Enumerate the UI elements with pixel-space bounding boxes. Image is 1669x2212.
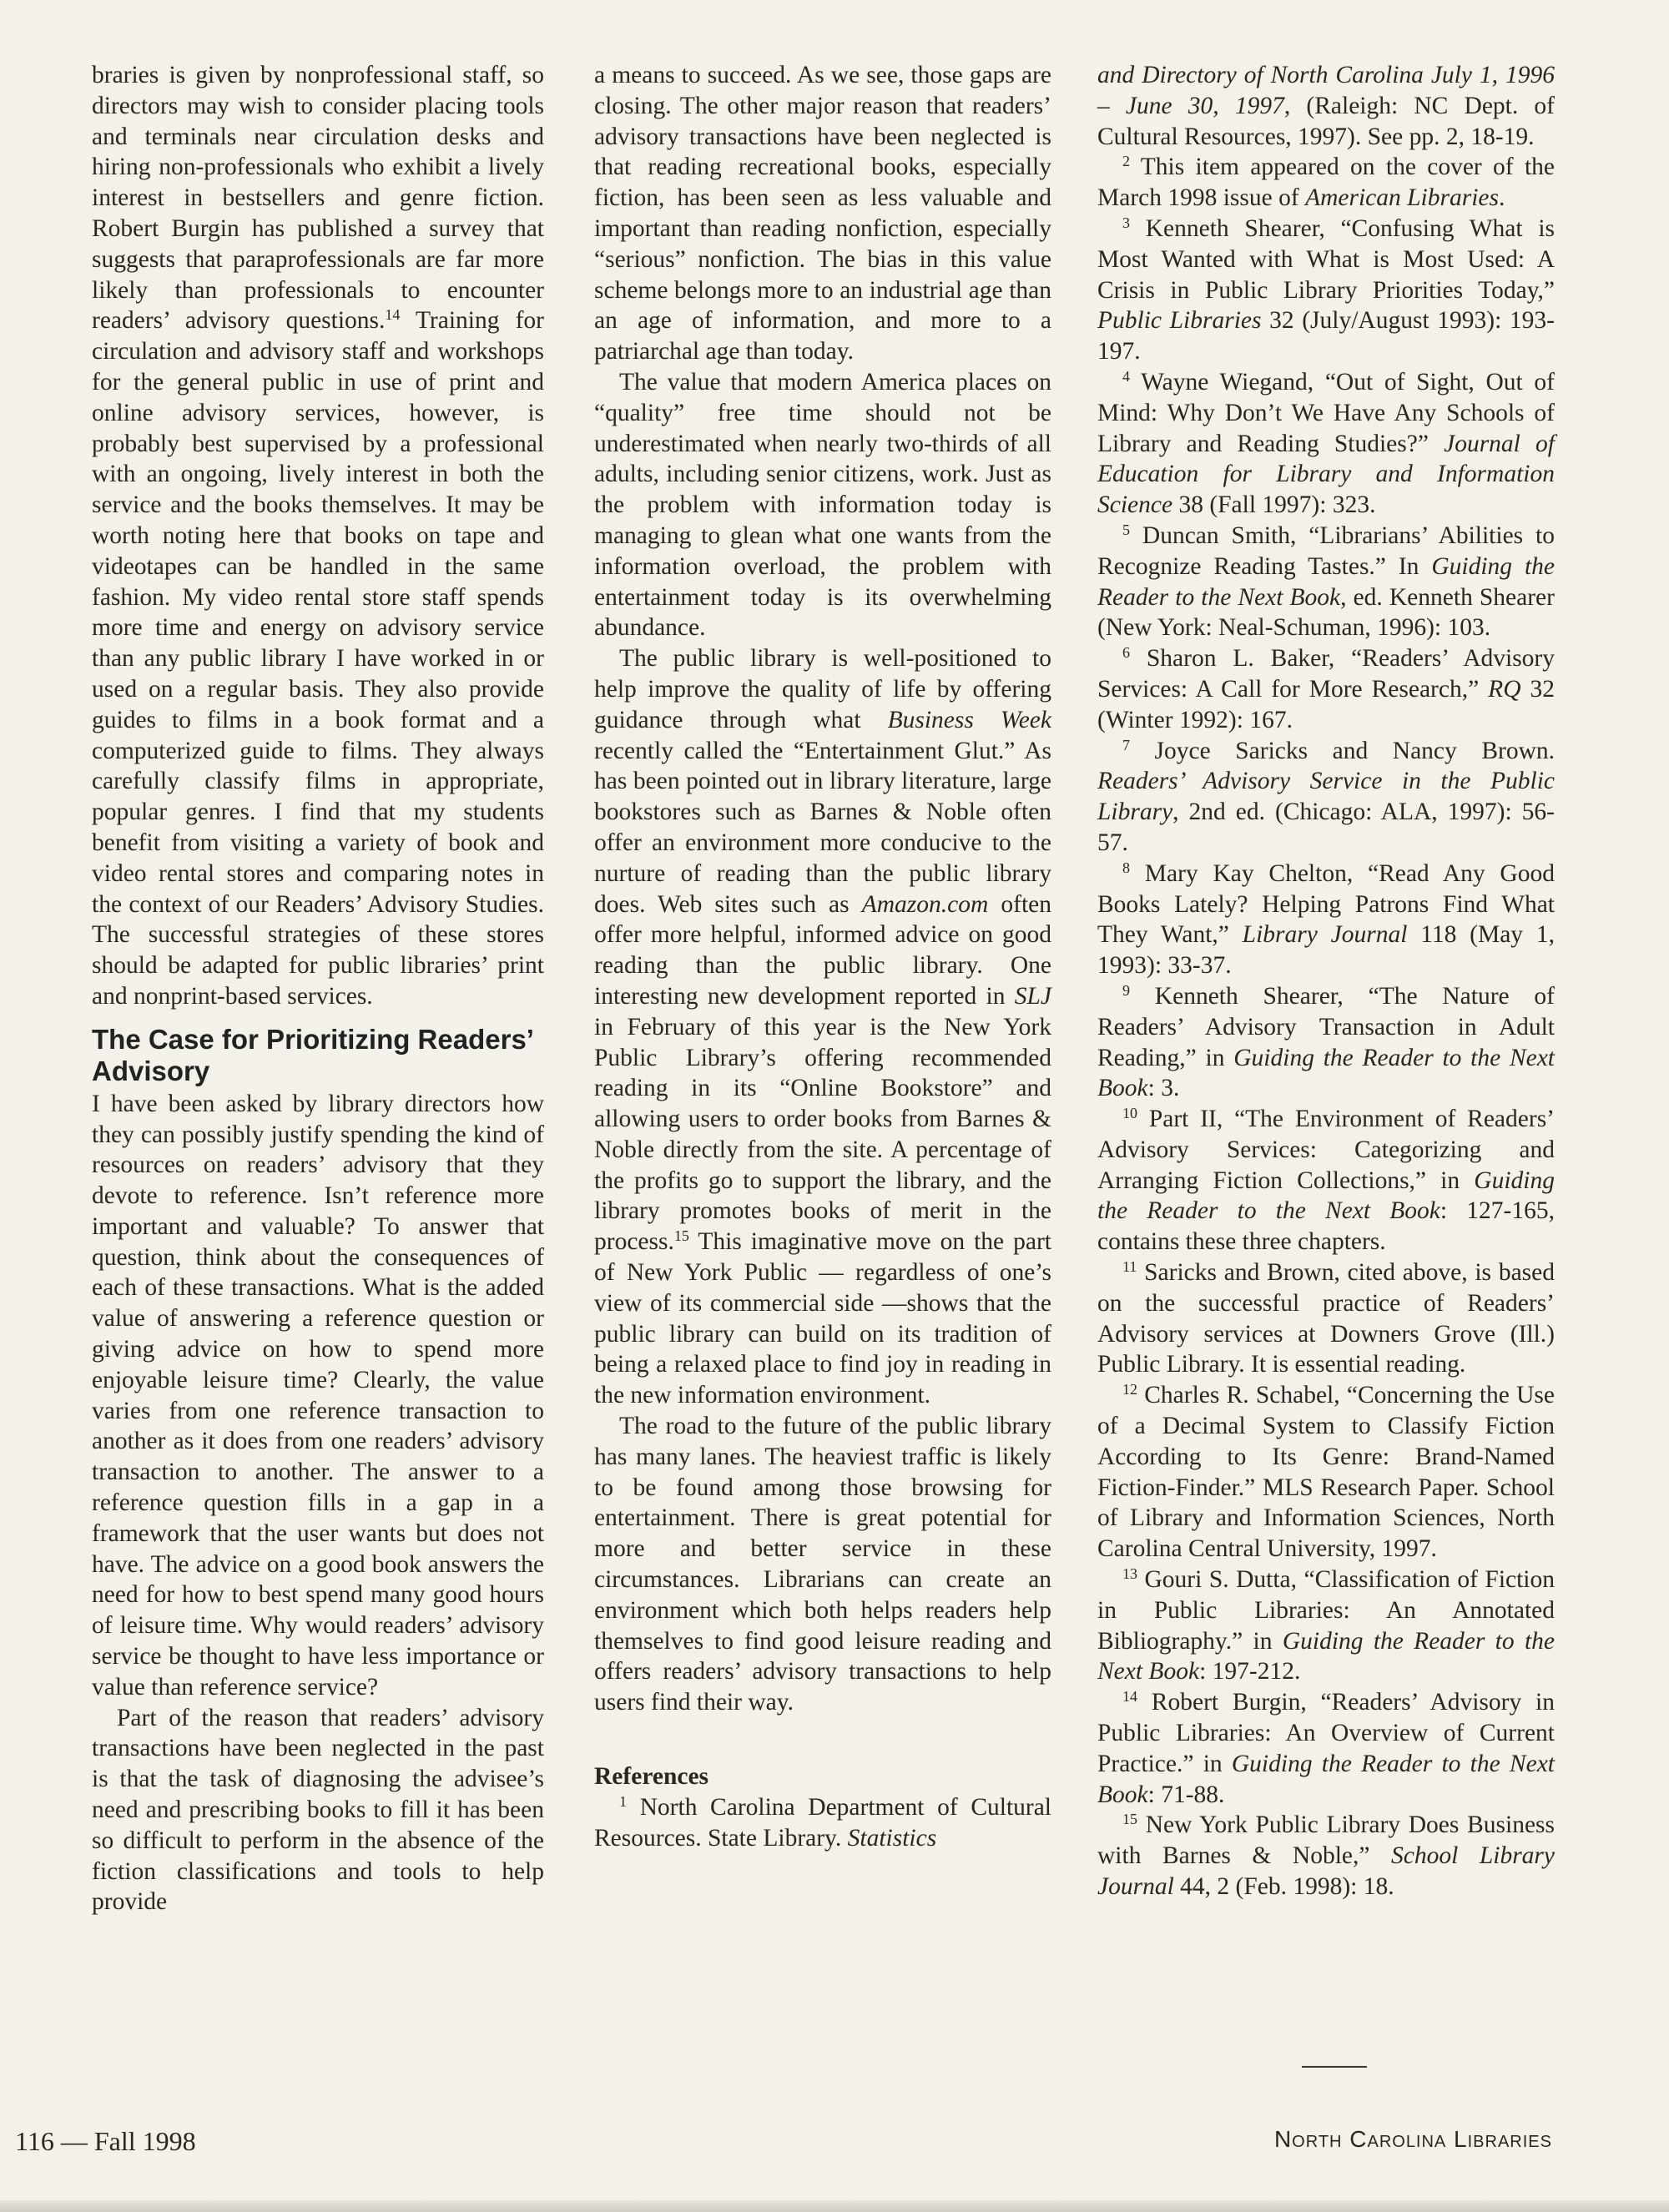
text-run: The value that modern America places on “quality” free time should not be underestimated when nearly two-thirds of all adults, including senior citizens, work. Just as the problem with information today is managing to glean what one wants from the information overload, the problem with entertainment today is its overwhelming abundance.: [594, 368, 1051, 642]
text-run: in February of this year is the New York Public Library’s offering recommended reading in its “Online Bookstore” and allowing users to order books from Barnes & Noble directly from the site. A percentage of the profits go to support the library, and the library promotes books of merit in the process.: [594, 1013, 1051, 1256]
footnote-marker: 15: [1122, 1811, 1137, 1828]
text-run: : 3.: [1147, 1075, 1180, 1102]
text-run: Gouri S. Dutta, “Classification of Fiction in Public Libraries: An Annotated Bibliography.” in: [1097, 1566, 1555, 1655]
footnotes-column: [1097, 60, 1555, 1902]
paragraph: [1097, 60, 1555, 152]
footnote-marker: 3: [1122, 214, 1130, 231]
paragraph: [594, 60, 1051, 367]
footnote: [1097, 1380, 1555, 1565]
italic-title: Business Week: [887, 706, 1051, 733]
page-edge-shadow: [0, 2200, 1669, 2212]
footnote: [594, 1792, 1051, 1854]
footnote-marker: 5: [1122, 521, 1130, 538]
text-run: The road to the future of the public library has many lanes. The heaviest traffic is likely to be found among those browsing for entertainment. There is great potential for more and better service in these circumstances. Librarians can create an environment which both helps readers help themselves to find good leisure reading and offers readers’ advisory transactions to help users find their way.: [594, 1413, 1051, 1716]
paragraph: [92, 60, 544, 1012]
text-run: , ed. Kenneth Shearer (New York: Neal-Schuman, 1996): 103.: [1097, 583, 1555, 642]
footnote: [1097, 367, 1555, 521]
footnote-marker: 14: [385, 306, 401, 324]
text-run: The public library is well-positioned to help improve the quality of life by offering guidance through what: [594, 645, 1051, 733]
text-run: , (Raleigh: NC Dept. of Cultural Resources, 1997). See pp. 2, 18-19.: [1097, 92, 1555, 150]
text-run: Sharon L. Baker, “Readers’ Advisory Services: A Call for More Research,”: [1097, 645, 1555, 703]
footnote-marker: 11: [1122, 1258, 1137, 1276]
italic-title: Readers’ Advisory Service in the Public Library: [1097, 768, 1555, 826]
italic-title: Guiding the Reader to the Next Book: [1097, 552, 1555, 611]
footnote: [1097, 1565, 1555, 1687]
text-run: 32 (July/August 1993): 193-197.: [1097, 307, 1555, 365]
text-run: Training for circulation and advisory staff and workshops for the general public in use of print and online advisory services, however, is probably best supervised by a professional with an ongoing, lively interest in both the service and the books themselves. It may be worth noting here that books on tape and videotapes can be handled in the same fashion. My video rental store staff spends more time and energy on advisory service than any public library I have worked in or used on a regular basis. They also provide guides to films in a book format and a computerized guide to films. They always carefully classify films in appropriate, popular genres. I find that my students benefit from visiting a variety of book and video rental stores and comparing notes in the context of our Readers’ Advisory Studies. The successful strategies of these stores should be adapted for public libraries’ print and nonprint-based services.: [92, 307, 544, 1010]
paragraph: [594, 367, 1051, 643]
footnote-marker: 12: [1122, 1381, 1137, 1398]
footnote-marker: 9: [1122, 981, 1130, 999]
italic-title: and Directory of North Carolina July 1, 1996 – June 30, 1997: [1097, 62, 1555, 119]
italic-title: American Libraries: [1305, 184, 1499, 212]
italic-title: Amazon.com: [861, 890, 989, 918]
text-run: Kenneth Shearer, “The Nature of Readers’ Advisory Transaction in Adult Reading,” in: [1097, 982, 1555, 1071]
text-run: The Case for Prioritizing Readers’ Advisory: [92, 1023, 533, 1086]
text-run: Part II, “The Environment of Readers’ Advisory Services: Categorizing and Arranging Fiction Collections,” in: [1097, 1106, 1555, 1194]
footnote-marker: 10: [1122, 1105, 1137, 1122]
page-number-issue: 116 — Fall 1998: [15, 2126, 196, 2156]
text-run: 38 (Fall 1997): 323.: [1172, 491, 1376, 519]
section-heading: [92, 1024, 544, 1087]
footnote: [1097, 859, 1555, 981]
footnote: [1097, 1687, 1555, 1810]
italic-title: Guiding the Reader to the Next Book: [1097, 1750, 1555, 1808]
footnote: [1097, 521, 1555, 643]
footnote-marker: 15: [673, 1227, 689, 1245]
text-run: Duncan Smith, “Librarians’ Abilities to Recognize Reading Tastes.” In: [1097, 522, 1555, 580]
footnote-marker: 14: [1122, 1688, 1137, 1706]
italic-title: Guiding the Reader to the Next Book: [1097, 1627, 1555, 1685]
footnote: [1097, 643, 1555, 735]
text-run: Wayne Wiegand, “Out of Sight, Out of Mind: Why Don’t We Have Any Schools of Library and Reading Studies?”: [1097, 368, 1555, 457]
text-run: North Carolina Department of Cultural Resources. State Library.: [594, 1793, 1051, 1852]
italic-title: RQ: [1488, 675, 1521, 703]
footnote-marker: 13: [1122, 1565, 1137, 1583]
italic-title: Statistics: [847, 1824, 937, 1852]
text-run: 32 (Winter 1992): 167.: [1097, 675, 1555, 733]
paragraph: [92, 1089, 544, 1703]
footnote: [1097, 1257, 1555, 1380]
footnote: [1097, 1104, 1555, 1257]
text-run: Joyce Saricks and Nancy Brown.: [1130, 737, 1555, 764]
text-run: : 197-212.: [1199, 1658, 1301, 1685]
journal-title-footer: North Carolina Libraries: [1273, 2126, 1552, 2152]
footnote-marker: 1: [619, 1792, 627, 1810]
text-run: I have been asked by library directors how they can possibly justify spending the kind of resources on readers’ advisory that they devote to reference. Isn’t reference more important and valuable? To answer that question, think about the consequences of each of these transactions. What is the added value of answering a reference question or giving advice on how to spend more enjoyable leisure time? Clearly, the value varies from one reference transaction to another as it does from one readers’ advisory transaction to another. The answer to a reference question fills in a gap in a framework that the user wants but does not have. The advice on a good book answers the need for how to best spend many good hours of leisure time. Why would readers’ advisory service be thought to have less importance or value than reference service?: [92, 1090, 544, 1701]
text-run: braries is given by nonprofessional staff, so directors may wish to consider placing tools and terminals near circulation desks and hiring non-professionals who exhibit a lively interest in bestsellers and genre fiction. Robert Burgin has published a survey that suggests that paraprofessionals are far more likely than professionals to encounter readers’ advisory questions.: [92, 62, 544, 335]
references-heading: [594, 1761, 1051, 1792]
footnote: [1097, 214, 1555, 367]
footnote-marker: 4: [1122, 367, 1130, 385]
footnote: [1097, 152, 1555, 214]
italic-title: Guiding the Reader to the Next Book: [1097, 1166, 1555, 1225]
text-run: Charles R. Schabel, “Concerning the Use of a Decimal System to Classify Fiction According to Its Genre: Brand-Named Fiction-Finder.” MLS Research Paper. School of Library and Information Sciences, North Carolina Central University, 1997.: [1097, 1382, 1555, 1563]
text-run: Kenneth Shearer, “Confusing What is Most Wanted with What is Most Used: A Crisis in Public Library Priorities Today,”: [1097, 214, 1555, 304]
text-run: Part of the reason that readers’ advisory transactions have been neglected in the past is that the task of diagnosing the advisee’s need and prescribing books to fill it has been so difficult to perform in the absence of the fiction classifications and tools to help provide: [92, 1704, 544, 1916]
footnote: [1097, 736, 1555, 859]
paragraph: [92, 1703, 544, 1918]
paragraph: [594, 643, 1051, 1411]
italic-title: Public Libraries: [1097, 307, 1262, 335]
text-run: Saricks and Brown, cited above, is based on the successful practice of Readers’ Advisory services at Downers Grove (Ill.) Public Library. It is essential reading.: [1097, 1259, 1555, 1378]
text-run: 44, 2 (Feb. 1998): 18.: [1173, 1873, 1394, 1901]
footnote-marker: 2: [1122, 153, 1130, 170]
end-rule-divider: [1302, 2066, 1367, 2068]
article-column-2: [594, 60, 1051, 1853]
footnote: [1097, 1810, 1555, 1902]
text-run: .: [1498, 184, 1505, 212]
italic-title: School Library Journal: [1097, 1842, 1555, 1901]
text-run: This imaginative move on the part of New York Public — regardless of one’s view of its commercial side —shows that the public library can build on its tradition of being a relaxed place to find joy in reading in the new information environment.: [594, 1228, 1051, 1409]
text-run: New York Public Library Does Business with Barnes & Noble,”: [1097, 1811, 1555, 1870]
footnote: [1097, 981, 1555, 1104]
footnote-marker: 8: [1122, 859, 1130, 876]
paragraph: [594, 1411, 1051, 1718]
article-column-1: [92, 60, 544, 1917]
text-run: : 71-88.: [1147, 1781, 1225, 1808]
italic-title: SLJ: [1014, 982, 1051, 1010]
footnote-marker: 7: [1122, 736, 1130, 753]
text-run: a means to succeed. As we see, those gaps are closing. The other major reason that readers’ advisory transactions have been neglected is that reading recreational books, especially fiction, has been seen as less valuable and important than reading nonfiction, especially “serious” nonfiction. The bias in this value scheme belongs more to an industrial age than an age of information, and more to a patriarchal age than today.: [594, 62, 1051, 365]
text-run: often offer more helpful, informed advice on good reading than the public library. One interesting new development reported in: [594, 890, 1051, 1010]
italic-title: Guiding the Reader to the Next Book: [1097, 1044, 1556, 1102]
italic-title: Library Journal: [1242, 921, 1408, 949]
text-run: Mary Kay Chelton, “Read Any Good Books Lately? Helping Patrons Find What They Want,”: [1097, 859, 1555, 949]
italic-title: Journal of Education for Library and Information Science: [1097, 430, 1555, 519]
text-run: This item appeared on the cover of the March 1998 issue of: [1097, 154, 1555, 212]
footnote-marker: 6: [1122, 644, 1130, 662]
text-run: References: [594, 1763, 709, 1791]
text-run: , 2nd ed. (Chicago: ALA, 1997): 56-57.: [1097, 799, 1555, 856]
text-run: : 127-165, contains these three chapters.: [1097, 1197, 1555, 1256]
text-run: Robert Burgin, “Readers’ Advisory in Public Libraries: An Overview of Current Practice.” in: [1097, 1689, 1555, 1777]
text-run: recently called the “Entertainment Glut.” As has been pointed out in library literature, large bookstores such as Barnes & Noble often offer an environment more conducive to the nurture of reading than the public library does. Web sites such as: [594, 737, 1051, 918]
text-run: 118 (May 1, 1993): 33-37.: [1097, 921, 1555, 980]
